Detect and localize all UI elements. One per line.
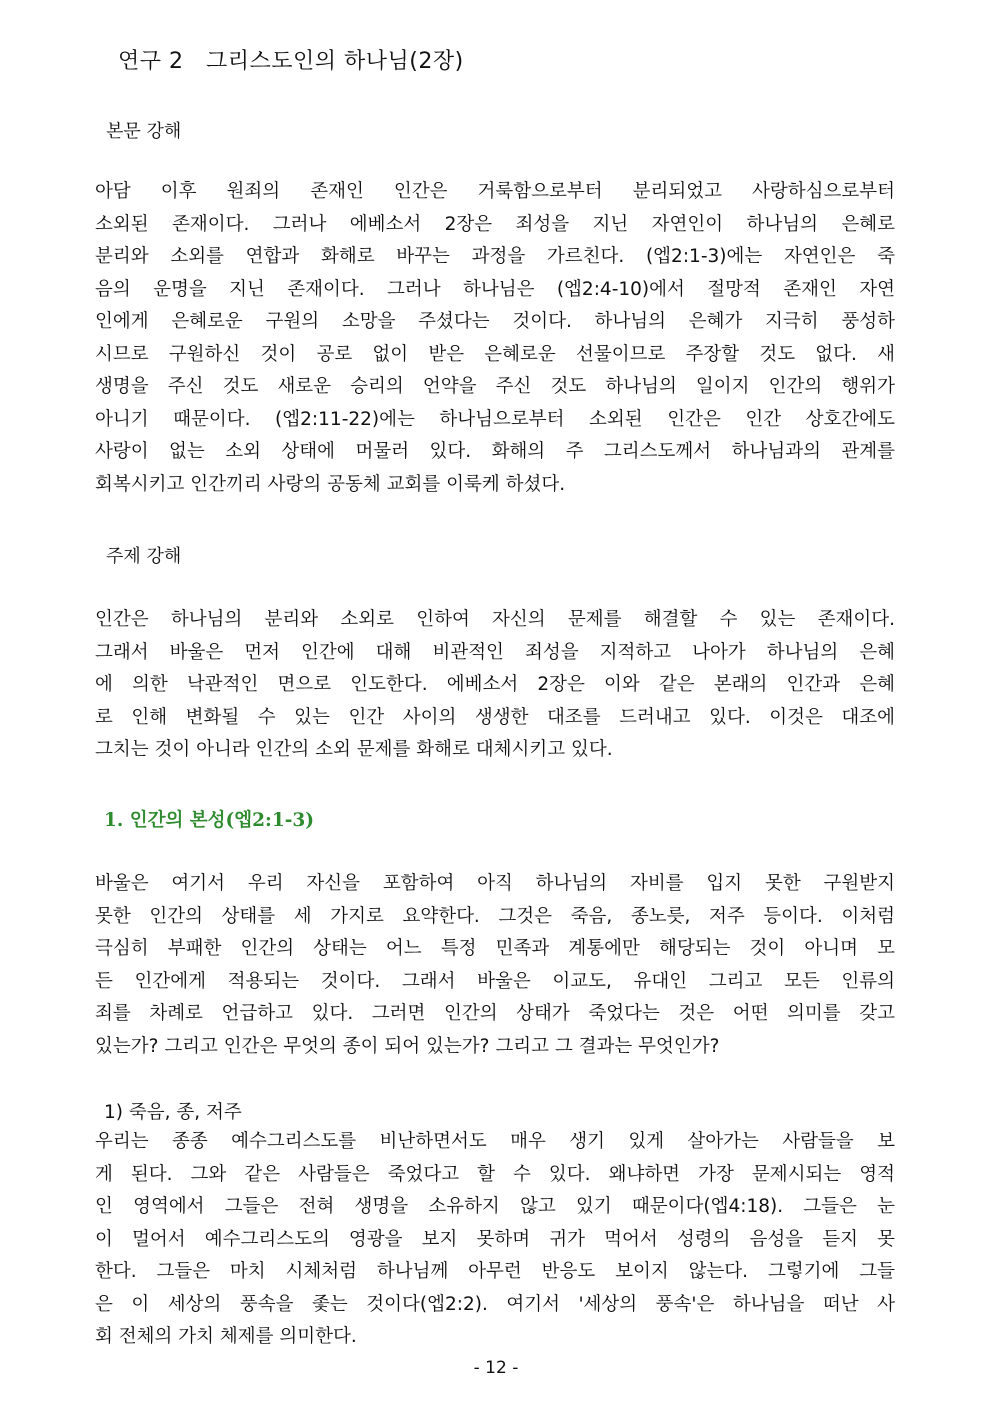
paragraph-line: 분리와 소외를 연합과 화해로 바꾸는 과정을 가르친다. (엡2:1-3)에는 자연인은 죽 [95, 246, 895, 267]
page-number: - 12 - [473, 1358, 519, 1378]
paragraph-line: 에 의한 낙관적인 면으로 인도한다. 에베소서 2장은 이와 같은 본래의 인간과 은혜 [95, 674, 895, 695]
paragraph-line: 은 이 세상의 풍속을 좇는 것이다(엡2:2). 여기서 '세상의 풍속'은 하나님을 떠난 사 [95, 1293, 895, 1315]
paragraph-line: 죄를 차례로 언급하고 있다. 그러면 인간의 상태가 죽었다는 것은 어떤 의미를 갖고 [95, 1003, 895, 1024]
subsection-heading-death-slave-curse: 1) 죽음, 종, 저주 [104, 1102, 242, 1123]
paragraph-line: 우리는 종종 예수그리스도를 비난하면서도 매우 생기 있게 살아가는 사람들을 보 [95, 1131, 895, 1152]
paragraph-text-exposition [95, 176, 895, 501]
paragraph-line: 생명을 주신 것도 새로운 승리의 언약을 주신 것도 하나님의 일이지 인간의 행위가 [95, 376, 895, 397]
paragraph-line: 이 멀어서 예수그리스도의 영광을 보지 못하며 귀가 먹어서 성령의 음성을 듣지 못 [95, 1228, 895, 1250]
section-heading-topic-exposition: 주제 강해 [106, 546, 182, 567]
paragraph-line: 그치는 것이 아니라 인간의 소외 문제를 화해로 대체시키고 있다. [95, 739, 613, 760]
paragraph-line: 게 된다. 그와 같은 사람들은 죽었다고 할 수 있다. 왜냐하면 가장 문제시되는 영적 [95, 1163, 895, 1185]
paragraph-line: 로 인해 변화될 수 있는 인간 사이의 생생한 대조를 드러내고 있다. 이것은 대조에 [95, 706, 895, 728]
paragraph-line: 한다. 그들은 마치 시체처럼 하나님께 아무런 반응도 보이지 않는다. 그렇기에 그들 [95, 1261, 895, 1282]
paragraph-line: 회복시키고 인간끼리 사랑의 공동체 교회를 이룩케 하셨다. [95, 473, 566, 495]
section-heading-text-exposition: 본문 강해 [106, 121, 182, 142]
paragraph-human-nature [95, 868, 895, 1063]
paragraph-line: 아니기 때문이다. (엡2:11-22)에는 하나님으로부터 소외된 인간은 인간 상호간에도 [95, 408, 895, 430]
paragraph-line: 시므로 구원하신 것이 공로 없이 받은 은혜로운 선물이므로 주장할 것도 없다. 새 [95, 343, 895, 365]
paragraph-line: 인간은 하나님의 분리와 소외로 인하여 자신의 문제를 해결할 수 있는 존재이다. [95, 609, 895, 630]
paragraph-line: 소외된 존재이다. 그러나 에베소서 2장은 죄성을 지닌 자연인이 하나님의 은혜로 [95, 213, 895, 235]
paragraph-death-slave-curse [95, 1126, 895, 1354]
paragraph-line: 아담 이후 원죄의 존재인 인간은 거룩함으로부터 분리되었고 사랑하심으로부터 [95, 181, 895, 202]
paragraph-line: 못한 인간의 상태를 세 가지로 요약한다. 그것은 죽음, 종노릇, 저주 등이다. 이처럼 [95, 905, 895, 927]
paragraph-line: 그래서 바울은 먼저 인간에 대해 비관적인 죄성을 지적하고 나아가 하나님의 은혜 [95, 641, 895, 663]
page-title: 연구 2 그리스도인의 하나님(2장) [118, 49, 464, 74]
paragraph-line: 회 전체의 가치 체제를 의미한다. [95, 1326, 357, 1347]
paragraph-line: 음의 운명을 지닌 존재이다. 그러나 하나님은 (엡2:4-10)에서 절망적 존재인 자연 [95, 278, 895, 300]
paragraph-line: 인 영역에서 그들은 전혀 생명을 소유하지 않고 있기 때문이다(엡4:18). 그들은 눈 [95, 1196, 895, 1217]
paragraph-line: 극심히 부패한 인간의 상태는 어느 특정 민족과 계통에만 해당되는 것이 아니며 모 [95, 938, 895, 959]
paragraph-line: 인에게 은혜로운 구원의 소망을 주셨다는 것이다. 하나님의 은혜가 지극히 풍성하 [95, 311, 895, 332]
paragraph-line: 든 인간에게 적용되는 것이다. 그래서 바울은 이교도, 유대인 그리고 모든 인류의 [95, 970, 895, 992]
paragraph-line: 사랑이 없는 소외 상태에 머물러 있다. 화해의 주 그리스도께서 하나님과의 관계를 [95, 441, 895, 462]
paragraph-topic-exposition [95, 604, 895, 767]
paragraph-line: 있는가? 그리고 인간은 무엇의 종이 되어 있는가? 그리고 그 결과는 무엇인가? [95, 1035, 720, 1057]
section-heading-human-nature: 1. 인간의 본성(엡2:1-3) [104, 810, 315, 831]
paragraph-line: 바울은 여기서 우리 자신을 포함하여 아직 하나님의 자비를 입지 못한 구원받지 [95, 873, 895, 894]
